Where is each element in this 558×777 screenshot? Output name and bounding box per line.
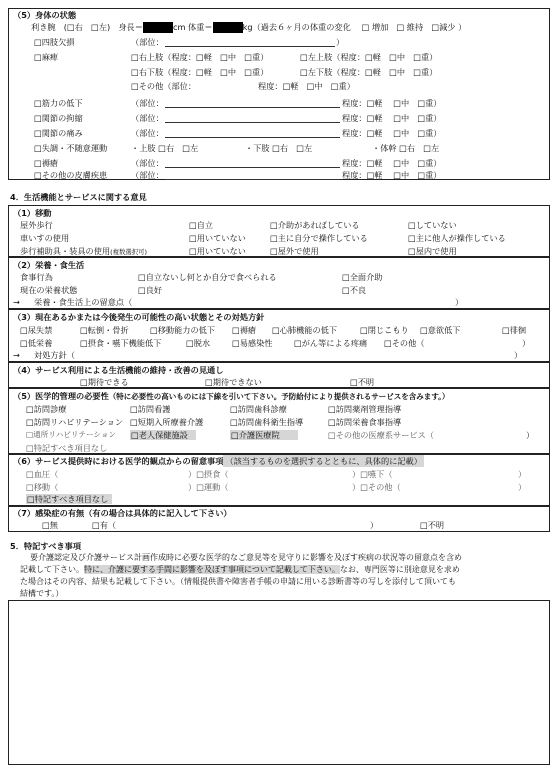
walking-aid-indoor[interactable]: □屋内で使用 — [408, 246, 457, 256]
policy-close: ） — [514, 350, 523, 360]
med-home-visit[interactable]: □訪問診療 — [26, 404, 67, 414]
limb-loss-close: ） — [336, 37, 345, 47]
contracture-checkbox[interactable]: □関節の拘縮 — [34, 113, 83, 123]
special-notes-line4: 結構です。） — [20, 589, 64, 598]
contracture-part-field[interactable] — [165, 122, 340, 123]
caution-blood-pressure[interactable]: □血圧（ — [26, 469, 59, 479]
section4-title: 4．生活機能とサービスに関する意見 — [10, 192, 147, 202]
skin-part-label: （部位： — [131, 170, 164, 180]
risk-cancer-pain[interactable]: □がん等による疼痛 — [294, 338, 368, 348]
risk-incontinence[interactable]: □尿失禁 — [20, 325, 53, 335]
paralysis-other-degree[interactable]: 程度：□軽 □中 □重） — [258, 81, 355, 91]
med-geriatric-facility[interactable]: □老人保健施設 — [130, 430, 196, 440]
risk-other[interactable]: □その他（ — [384, 338, 425, 348]
pressure-part-field[interactable] — [165, 167, 340, 168]
weight-field[interactable] — [213, 22, 243, 33]
caution-eating[interactable]: ）□摂食（ — [188, 469, 229, 479]
infection-present-close: ） — [370, 520, 379, 530]
skin-disease-checkbox[interactable]: □その他の皮膚疾患 — [34, 170, 108, 180]
physical-condition-title: （5）身体の状態 — [13, 10, 77, 20]
muscle-weakness-checkbox[interactable]: □筋力の低下 — [34, 98, 83, 108]
nutrition-note-label: 栄養・食生活上の留意点（ — [34, 297, 133, 307]
paralysis-left-upper[interactable]: □左上肢（程度：□軽 □中 □重） — [300, 52, 438, 62]
ataxia-trunk[interactable]: ・体幹 □右 □左 — [372, 143, 440, 153]
skin-degree[interactable]: 程度：□軽 □中 □重） — [342, 170, 442, 180]
physical-condition-box — [8, 8, 550, 180]
nutrition-title: （2）栄養・食生活 — [13, 260, 85, 270]
outlook-unknown[interactable]: □不明 — [350, 377, 375, 387]
walking-aid-text: 歩行補助具・装具の使用 — [20, 246, 111, 256]
pressure-degree[interactable]: 程度：□軽 □中 □重） — [342, 158, 442, 168]
special-notes-line2c: なお、専門医等に別途意見を求め — [339, 565, 460, 574]
risk-pressure-ulcer[interactable]: □褥瘡 — [232, 325, 257, 335]
policy-label: 対処方針（ — [34, 350, 75, 360]
wheelchair-label: 車いすの使用 — [20, 233, 70, 243]
special-notes-line3: た場合はその内容、結果も記載して下さい。（情報提供書や障害者手帳の申請に用いる診断書等の写しを添付して頂いても — [20, 577, 456, 586]
caution-title-note: （該当するものを選択するとともに、具体的に記載） — [225, 456, 422, 466]
risk-withdrawal[interactable]: □閉じこもり — [360, 325, 409, 335]
ataxia-checkbox[interactable]: □失調・不随意運動 — [34, 143, 108, 153]
muscle-degree[interactable]: 程度：□軽 □中 □重） — [342, 98, 442, 108]
med-other-services[interactable]: □その他の医療系サービス（ — [328, 430, 434, 440]
muscle-part-label: （部位： — [131, 98, 164, 108]
wheelchair-others[interactable]: □主に他人が操作している — [408, 233, 506, 243]
caution-row1-close: ） — [518, 469, 527, 479]
risk-wandering[interactable]: □徘徊 — [502, 325, 527, 335]
walking-aid-note: (複数選択可) — [110, 248, 148, 256]
infection-present[interactable]: □有（ — [92, 520, 117, 530]
outdoor-walk-independent[interactable]: □自立 — [189, 220, 214, 230]
joint-pain-part-label: （部位： — [131, 128, 164, 138]
wheelchair-not-used[interactable]: □用いていない — [189, 233, 246, 243]
caution-exercise[interactable]: ）□運動（ — [188, 482, 229, 492]
ataxia-upper[interactable]: ・上肢 □右 □左 — [131, 143, 199, 153]
med-home-nursing[interactable]: □訪問看護 — [130, 404, 171, 414]
paralysis-checkbox[interactable]: □麻痺 — [34, 52, 59, 62]
paralysis-other[interactable]: □その他（部位： — [131, 81, 197, 91]
ataxia-lower[interactable]: ・下肢 □右 □左 — [245, 143, 313, 153]
risk-infection[interactable]: □易感染性 — [232, 338, 273, 348]
joint-pain-checkbox[interactable]: □関節の痛み — [34, 128, 83, 138]
med-short-stay[interactable]: □短期入所療養介護 — [130, 417, 204, 427]
risk-dehydration[interactable]: □脱水 — [186, 338, 211, 348]
risk-fall[interactable]: □転倒・骨折 — [80, 325, 129, 335]
caution-other[interactable]: ）□その他（ — [352, 482, 401, 492]
outlook-title: （4）サービス利用による生活機能の維持・改善の見通し — [13, 365, 224, 375]
skin-part-field[interactable] — [165, 179, 340, 180]
weight-change-options: kg（過去６ヶ月の体重の変化 □ 増加 □ 維持 □減少 ） — [242, 22, 467, 32]
wheelchair-self[interactable]: □主に自分で操作している — [270, 233, 368, 243]
med-dental-hygiene[interactable]: □訪問歯科衛生指導 — [230, 417, 304, 427]
risk-low-motivation[interactable]: □意欲低下 — [420, 325, 461, 335]
dominant-arm-line — [31, 22, 466, 33]
contracture-part-label: （部位： — [131, 113, 164, 123]
walking-aid-label — [20, 247, 147, 255]
joint-pain-degree[interactable]: 程度：□軽 □中 □重） — [342, 128, 442, 138]
medical-title-line — [13, 392, 449, 401]
weight-label: cm 体重＝ — [172, 22, 213, 32]
pressure-ulcer-checkbox[interactable]: □褥瘡 — [34, 158, 59, 168]
special-notes-line2a: 記載して下さい。 — [20, 565, 84, 574]
outdoor-walk-label: 屋外歩行 — [20, 220, 53, 230]
med-daycare-rehab[interactable]: □通所リハビリテーション — [26, 430, 117, 439]
walking-aid-outdoor[interactable]: □屋外で使用 — [270, 246, 319, 256]
risk-mobility[interactable]: □移動能力の低下 — [150, 325, 216, 335]
paralysis-right-upper[interactable]: □右上肢（程度：□軽 □中 □重） — [131, 52, 269, 62]
caution-row2-close: ） — [518, 482, 527, 492]
special-notes-line2 — [20, 566, 460, 574]
med-other-close: ） — [526, 430, 535, 440]
dominant-arm-label: 利き腕 (□右 □左) 身長＝ — [31, 22, 143, 32]
nutrition-note-arrow: → — [13, 297, 20, 307]
medical-title-note: （特に必要性の高いものには下線を引いて下さい。予防給付により提供されるサービスを含みます。） — [108, 392, 450, 401]
limb-loss-checkbox[interactable]: □四肢欠損 — [34, 37, 75, 47]
limb-loss-part-field[interactable] — [165, 46, 335, 47]
special-notes-textarea[interactable] — [8, 600, 550, 765]
caution-no-special[interactable]: □特記すべき項目なし — [26, 494, 112, 504]
special-notes-title: 5．特記すべき事項 — [10, 541, 82, 551]
pressure-part-label: （部位： — [131, 158, 164, 168]
infection-title: （7）感染症の有無（有の場合は具体的に記入して下さい） — [13, 508, 232, 518]
caution-title-line — [13, 457, 424, 465]
paralysis-left-lower[interactable]: □左下肢（程度：□軽 □中 □重） — [300, 67, 438, 77]
caution-movement[interactable]: □移動（ — [26, 482, 59, 492]
limb-loss-part-label: （部位： — [131, 37, 164, 47]
height-field[interactable] — [143, 22, 173, 33]
med-home-rehab[interactable]: □訪問リハビリテーション — [26, 417, 124, 427]
risk-swallowing[interactable]: □摂食・嚥下機能低下 — [80, 338, 162, 348]
nutrition-note-close: ） — [455, 297, 464, 307]
outdoor-walk-none[interactable]: □していない — [408, 220, 457, 230]
outlook-not-expected[interactable]: □期待できない — [205, 377, 262, 387]
med-care-hospital[interactable]: □介護医療院 — [230, 430, 298, 440]
special-notes-line1: 要介護認定及び介護サービス計画作成時に必要な医学的なご意見等を見守りに影響を及ぼす疾病の状況等の留意点を含め — [30, 553, 462, 562]
risk-malnutrition[interactable]: □低栄養 — [20, 338, 53, 348]
caution-title: （6）サービス提供時における医学的観点からの留意事項 — [13, 456, 224, 466]
contracture-degree[interactable]: 程度：□軽 □中 □重） — [342, 113, 442, 123]
eating-full-help[interactable]: □全面介助 — [342, 272, 383, 282]
policy-arrow: → — [13, 350, 20, 360]
walking-aid-not-used[interactable]: □用いていない — [189, 246, 246, 256]
eating-label: 食事行為 — [20, 272, 53, 282]
risk-title: （3）現在あるかまたは今後発生の可能性の高い状態とその対処方針 — [13, 312, 265, 322]
infection-unknown[interactable]: □不明 — [420, 520, 445, 530]
med-nutrition-guidance[interactable]: □訪問栄養食事指導 — [328, 417, 402, 427]
special-notes-line2b: 特に、介護に要する手間に影響を及ぼす事項について記載して下さい。 — [84, 565, 340, 574]
infection-none[interactable]: □無 — [42, 520, 58, 530]
med-home-pharmacy[interactable]: □訪問薬剤管理指導 — [328, 404, 402, 414]
med-no-special[interactable]: □特記すべき項目なし — [26, 443, 108, 453]
nutrition-poor[interactable]: □不良 — [342, 285, 367, 295]
joint-pain-part-field[interactable] — [165, 137, 340, 138]
nutrition-status-label: 現在の栄養状態 — [20, 285, 78, 295]
muscle-part-field[interactable] — [165, 107, 340, 108]
nutrition-good[interactable]: □良好 — [138, 285, 163, 295]
movement-title: （1）移動 — [13, 208, 52, 218]
risk-cardiopulmonary[interactable]: □心肺機能の低下 — [272, 325, 338, 335]
outdoor-walk-with-help[interactable]: □介助があればしている — [270, 220, 360, 230]
medical-title: （5）医学的管理の必要性 — [13, 391, 109, 401]
eating-self[interactable]: □自立ないし何とか自分で食べられる — [138, 272, 277, 282]
med-home-dental[interactable]: □訪問歯科診療 — [230, 404, 287, 414]
risk-other-close: ） — [522, 338, 531, 348]
caution-swallowing[interactable]: ）□嚥下（ — [352, 469, 393, 479]
outlook-expected[interactable]: □期待できる — [80, 377, 129, 387]
paralysis-right-lower[interactable]: □右下肢（程度：□軽 □中 □重） — [131, 67, 269, 77]
